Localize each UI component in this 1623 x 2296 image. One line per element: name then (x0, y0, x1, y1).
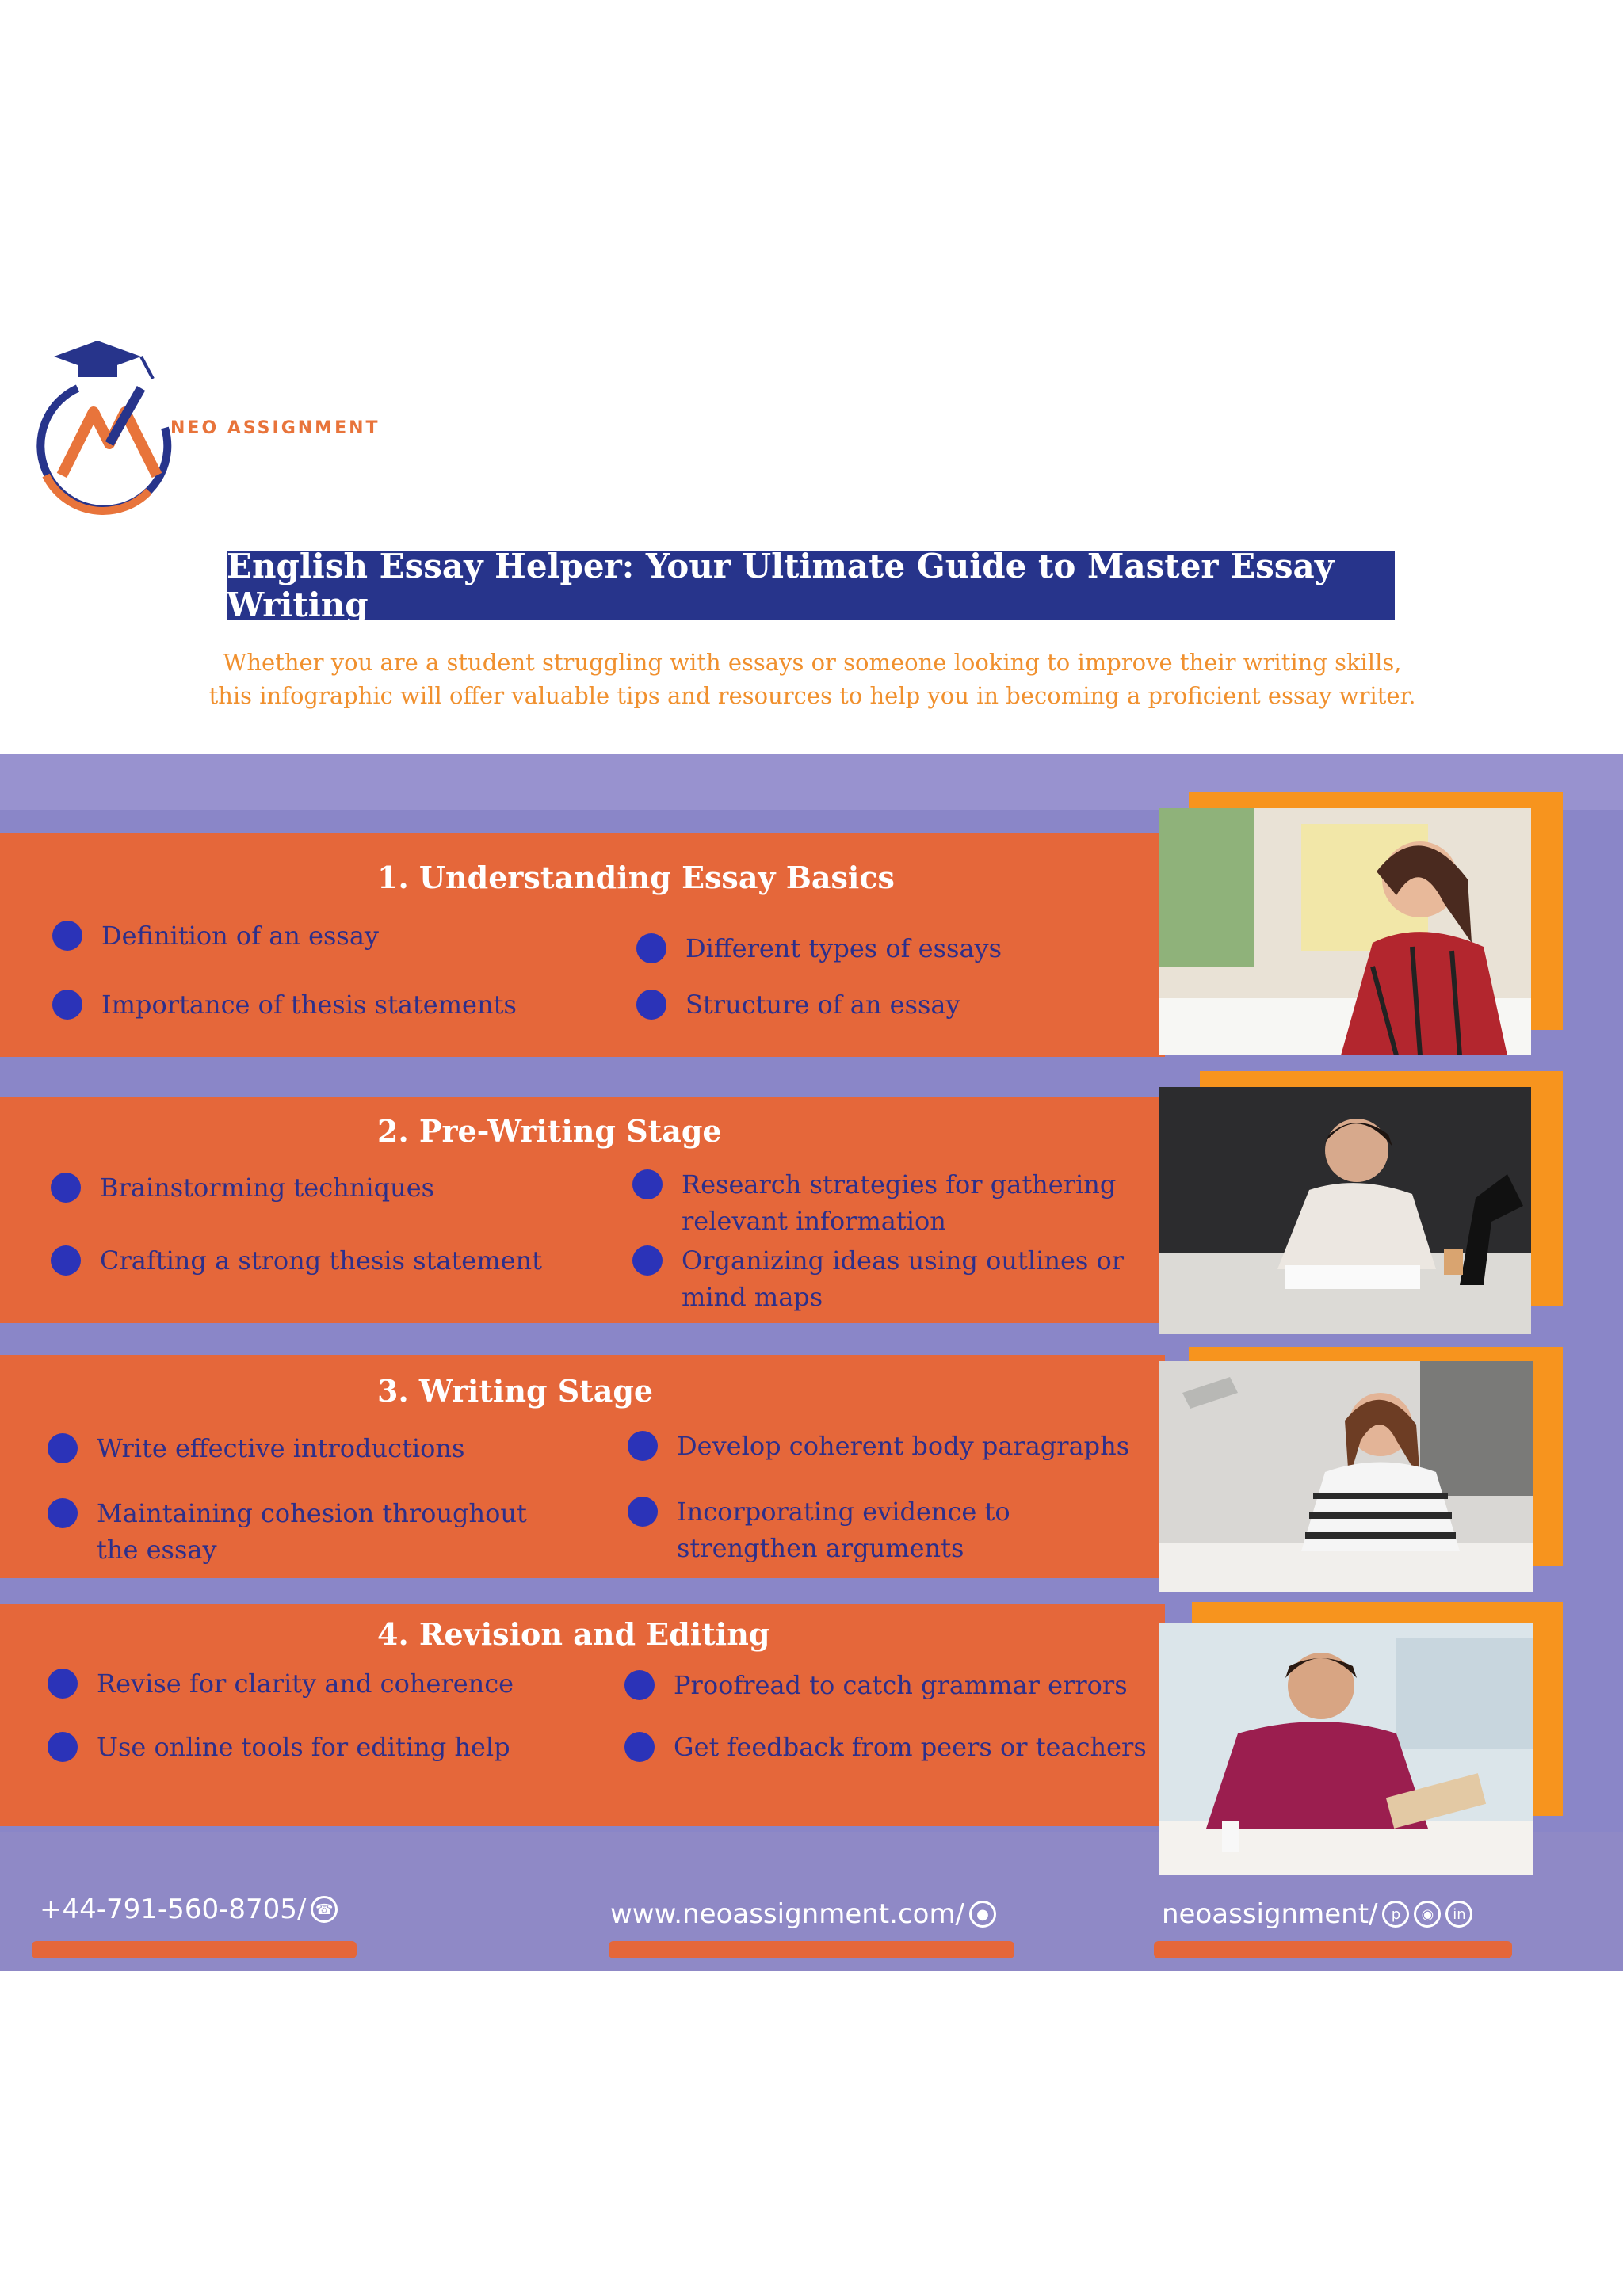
photo-student-lamp (1159, 1087, 1531, 1334)
section-title-2: 2. Pre-Writing Stage (377, 1113, 722, 1149)
footer-website[interactable] (610, 1898, 996, 1930)
section-1-item-4: Structure of an essay (636, 986, 1193, 1023)
footer-underline-phone (32, 1941, 357, 1958)
bullet-dot (632, 1245, 663, 1276)
brand-name: NEO ASSIGNMENT (170, 418, 380, 438)
bullet-dot (624, 1670, 655, 1700)
bullet-dot (51, 1245, 81, 1276)
section-4-item-4: Get feedback from peers or teachers (624, 1729, 1212, 1765)
section-2-item-2: Research strategies for gathering relevant information (632, 1166, 1173, 1239)
globe-icon: ● (969, 1901, 996, 1928)
section-4-item-2: Proofread to catch grammar errors (624, 1667, 1212, 1703)
bullet-dot (628, 1497, 658, 1527)
photo-student-desk (1159, 1623, 1533, 1875)
footer-underline-website (609, 1941, 1014, 1958)
instagram-icon[interactable]: ◉ (1414, 1901, 1441, 1928)
linkedin-icon[interactable]: in (1445, 1901, 1472, 1928)
bullet-dot (48, 1433, 78, 1463)
pinterest-icon[interactable]: p (1382, 1901, 1409, 1928)
bullet-dot (48, 1669, 78, 1699)
bullet-dot (52, 921, 82, 951)
section-2-item-3: Crafting a strong thesis statement (51, 1242, 607, 1279)
phone-number: +44-791-560-8705/ (40, 1894, 307, 1925)
neo-assignment-logo (22, 341, 181, 523)
bullet-dot (632, 1169, 663, 1199)
title-banner (227, 547, 1395, 624)
section-3-item-2: Develop coherent body paragraphs (628, 1428, 1184, 1464)
photo-student-notebook (1159, 1361, 1533, 1592)
intro-line-1: Whether you are a student struggling with essays or someone looking to improve their writing skills, (223, 649, 1402, 676)
section-title-3: 3. Writing Stage (377, 1373, 654, 1409)
bullet-dot (628, 1431, 658, 1461)
section-4-item-1: Revise for clarity and coherence (48, 1665, 604, 1702)
bullet-dot (51, 1173, 81, 1203)
bullet-dot (624, 1732, 655, 1762)
section-2-item-4: Organizing ideas using outlines or mind maps (632, 1242, 1173, 1315)
bullet-dot (636, 933, 666, 963)
whatsapp-icon: ☎ (311, 1896, 338, 1923)
section-3-item-1: Write effective introductions (48, 1430, 604, 1466)
section-2-item-1: Brainstorming techniques (51, 1169, 607, 1206)
footer-social[interactable] (1162, 1898, 1472, 1930)
section-title-4: 4. Revision and Editing (377, 1616, 770, 1652)
social-handle: neoassignment/ (1162, 1898, 1378, 1930)
section-3-item-3: Maintaining cohesion throughout the essay (48, 1495, 556, 1568)
photo-student-writing (1159, 808, 1531, 1055)
section-1-item-1: Definition of an essay (52, 917, 609, 954)
section-1-item-2: Different types of essays (636, 930, 1193, 967)
bullet-dot (48, 1732, 78, 1762)
page-title: English Essay Helper: Your Ultimate Guide to Master Essay Writing (227, 547, 1335, 624)
bullet-dot (52, 990, 82, 1020)
bullet-dot (636, 990, 666, 1020)
intro-line-2: this infographic will offer valuable tips and resources to help you in becoming a proficient essay writer. (208, 682, 1416, 709)
section-title-1: 1. Understanding Essay Basics (377, 860, 895, 895)
section-3-item-4: Incorporating evidence to strengthen arguments (628, 1493, 1121, 1566)
website-link: www.neoassignment.com/ (610, 1898, 965, 1930)
footer-phone[interactable] (40, 1894, 338, 1925)
footer-underline-social (1154, 1941, 1512, 1958)
section-4-item-3: Use online tools for editing help (48, 1729, 604, 1765)
bullet-dot (48, 1498, 78, 1528)
intro-text (158, 646, 1466, 712)
section-1-item-3: Importance of thesis statements (52, 986, 609, 1023)
